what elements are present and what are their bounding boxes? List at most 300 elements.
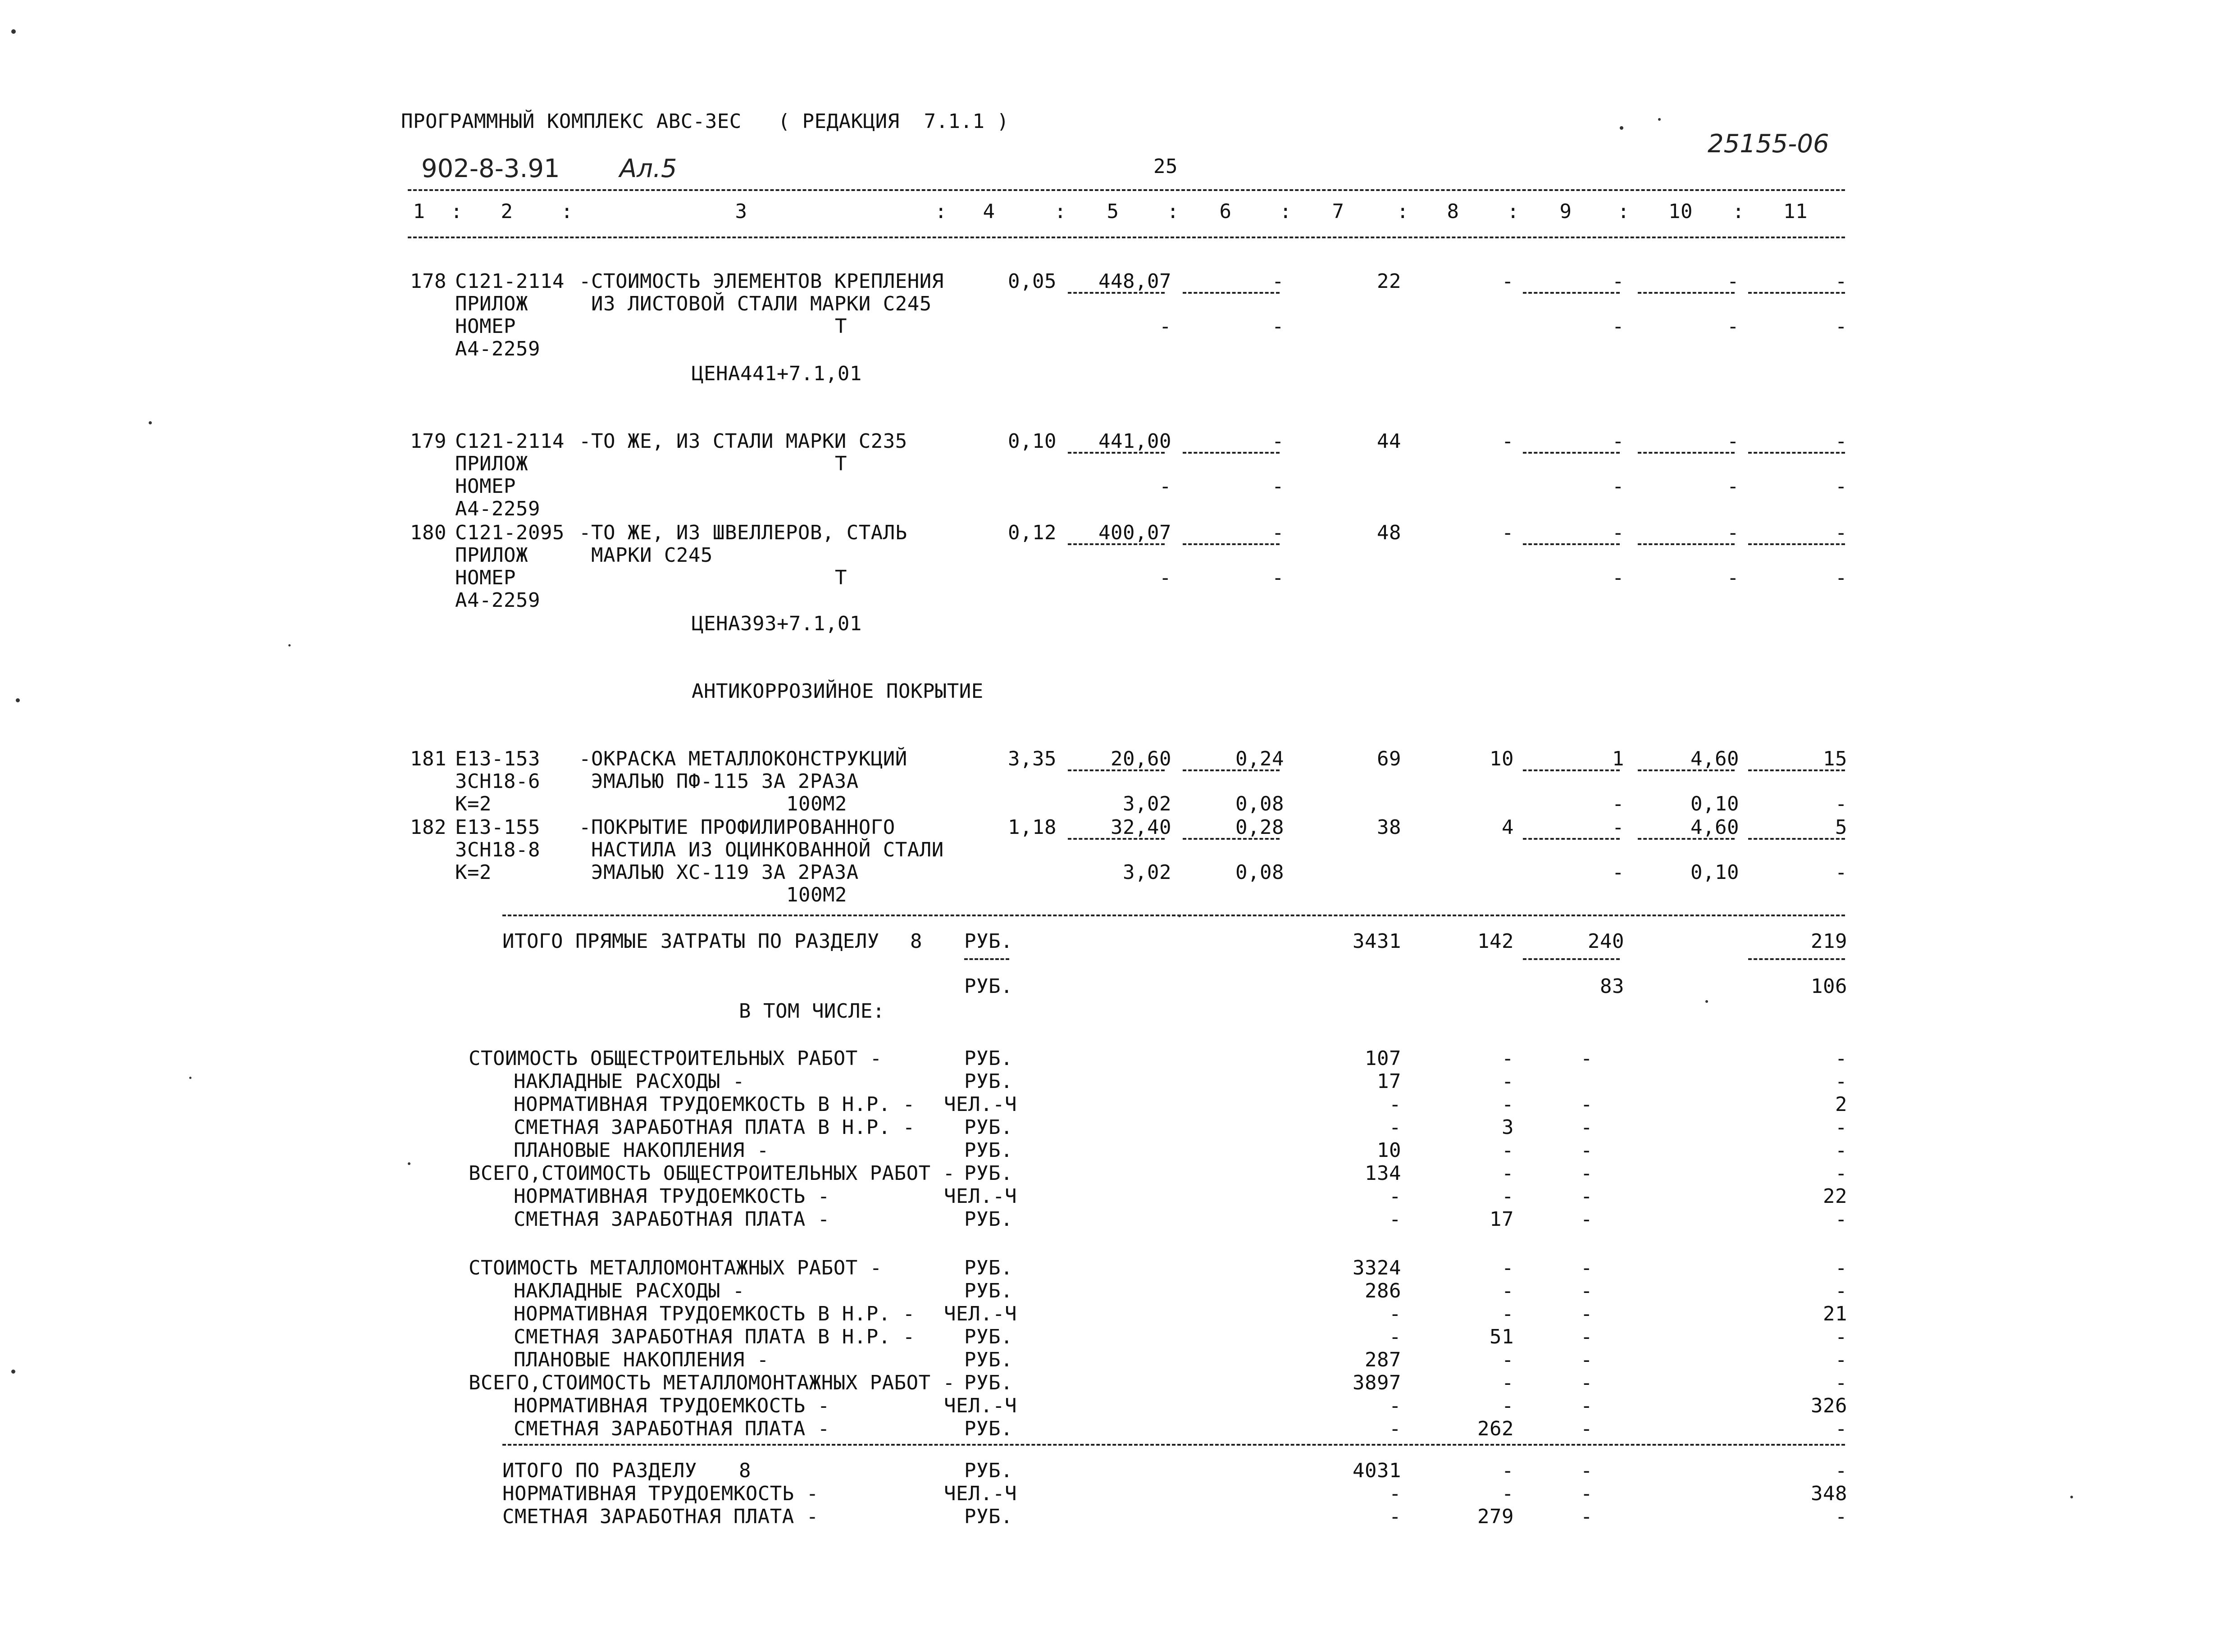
item-unit: Т: [835, 452, 847, 475]
item-sub-rule: [1523, 838, 1620, 840]
item-c6-sub: -: [1272, 315, 1284, 338]
item-c9-sub: -: [1612, 861, 1624, 884]
item-sub-rule: [1068, 769, 1165, 771]
item-code: НОМЕР: [455, 475, 516, 498]
item-c7: 44: [1377, 430, 1401, 453]
item-c9: 1: [1612, 747, 1624, 770]
header-rule-top: [408, 189, 1845, 191]
item-c5: 441,00: [1098, 430, 1171, 453]
direct-total-c9: 240: [1588, 930, 1624, 953]
item-c6-sub: 0,08: [1235, 792, 1284, 815]
page-number: 25: [1153, 155, 1178, 178]
breakdown-c11: -: [1835, 1417, 1847, 1440]
breakdown-c11: 22: [1823, 1185, 1847, 1208]
item-sub-rule: [1068, 838, 1165, 840]
breakdown-c11: -: [1835, 1162, 1847, 1185]
direct-total-c9-sub: 83: [1600, 975, 1624, 998]
item-c5: 400,07: [1098, 521, 1171, 544]
breakdown-c7: 17: [1377, 1070, 1401, 1093]
item-c9-sub: -: [1612, 315, 1624, 338]
item-c7: 22: [1377, 270, 1401, 293]
breakdown-unit: РУБ.: [964, 1256, 1013, 1279]
item-code: А4-2259: [455, 497, 540, 520]
final-total-c11: -: [1835, 1459, 1847, 1482]
final-total-c7: 4031: [1353, 1459, 1401, 1482]
item-c7: 48: [1377, 521, 1401, 544]
final-total-c9: -: [1581, 1459, 1593, 1482]
breakdown-c9: -: [1581, 1394, 1593, 1417]
item-code: К=2: [455, 792, 492, 815]
breakdown-unit: РУБ.: [964, 1047, 1013, 1070]
item-quantity: 0,12: [1008, 521, 1057, 544]
breakdown-c7: 287: [1365, 1348, 1401, 1371]
final-total-unit: РУБ.: [964, 1459, 1013, 1482]
breakdown-unit: ЧЕЛ.-Ч: [944, 1302, 1017, 1325]
final-total-c11: -: [1835, 1505, 1847, 1528]
item-sub-rule: [1523, 543, 1620, 545]
item-c11: -: [1835, 521, 1847, 544]
item-code: А4-2259: [455, 337, 540, 360]
final-total-c8: -: [1502, 1482, 1514, 1505]
item-c6-sub: -: [1272, 566, 1284, 589]
breakdown-label: СМЕТНАЯ ЗАРАБОТНАЯ ПЛАТА В Н.Р. -: [514, 1116, 915, 1139]
item-sub-rule: [1748, 838, 1845, 840]
breakdown-c11: -: [1835, 1047, 1847, 1070]
breakdown-unit: РУБ.: [964, 1162, 1013, 1185]
column-separator: :: [561, 200, 573, 223]
item-sub-rule: [1183, 838, 1280, 840]
program-title: ПРОГРАММНЫЙ КОМПЛЕКС АВС-3ЕС ( РЕДАКЦИЯ 7.1.1 ): [401, 110, 1009, 133]
breakdown-c8: 3: [1502, 1116, 1514, 1139]
breakdown-c7: 10: [1377, 1139, 1401, 1162]
breakdown-label: ВСЕГО,СТОИМОСТЬ ОБЩЕСТРОИТЕЛЬНЫХ РАБОТ -: [469, 1162, 955, 1185]
item-description: -ПОКРЫТИЕ ПРОФИЛИРОВАННОГО: [579, 816, 895, 839]
breakdown-c8: -: [1502, 1162, 1514, 1185]
breakdown-c8: -: [1502, 1394, 1514, 1417]
item-sub-rule: [1068, 292, 1165, 294]
item-code: С121-2114: [455, 270, 565, 293]
item-code: ПРИЛОЖ: [455, 544, 528, 567]
stamp-number: 25155-06: [1708, 129, 1829, 159]
item-c7: 69: [1377, 747, 1401, 770]
item-quantity: 1,18: [1008, 816, 1057, 839]
item-code: Е13-155: [455, 816, 540, 839]
item-quantity: 0,10: [1008, 430, 1057, 453]
scan-speck: [288, 644, 291, 646]
item-c9-sub: -: [1612, 475, 1624, 498]
breakdown-c11: -: [1835, 1139, 1847, 1162]
item-c6-sub: -: [1272, 475, 1284, 498]
item-c11: -: [1835, 430, 1847, 453]
item-c10: 4,60: [1690, 747, 1739, 770]
breakdown-c11: 21: [1823, 1302, 1847, 1325]
final-total-c11: 348: [1811, 1482, 1847, 1505]
item-code: НОМЕР: [455, 315, 516, 338]
item-code: А4-2259: [455, 589, 540, 612]
item-c5-sub: -: [1159, 475, 1171, 498]
item-c11: -: [1835, 270, 1847, 293]
breakdown-c9: -: [1581, 1302, 1593, 1325]
breakdown-c11: -: [1835, 1116, 1847, 1139]
breakdown-c7: -: [1389, 1185, 1401, 1208]
item-sub-rule: [1638, 292, 1735, 294]
album-number: Ал.5: [620, 154, 677, 183]
item-sub-rule: [1638, 838, 1735, 840]
scan-speck: [189, 1077, 191, 1079]
item-unit: 100М2: [786, 792, 847, 815]
item-c10-sub: -: [1727, 566, 1739, 589]
direct-total-sub-rule: [1748, 958, 1845, 960]
breakdown-c11: -: [1835, 1371, 1847, 1394]
breakdown-c11: -: [1835, 1325, 1847, 1348]
breakdown-c8: -: [1502, 1279, 1514, 1302]
item-c5: 448,07: [1098, 270, 1171, 293]
breakdown-c7: -: [1389, 1325, 1401, 1348]
final-total-unit: РУБ.: [964, 1505, 1013, 1528]
breakdown-c7: 286: [1365, 1279, 1401, 1302]
item-c10-sub: -: [1727, 315, 1739, 338]
column-separator: :: [1507, 200, 1519, 223]
item-c7: 38: [1377, 816, 1401, 839]
breakdown-c9: -: [1581, 1047, 1593, 1070]
breakdown-c11: 2: [1835, 1093, 1847, 1116]
column-number: 11: [1783, 200, 1808, 223]
column-separator: :: [1617, 200, 1630, 223]
breakdown-c9: -: [1581, 1371, 1593, 1394]
breakdown-c7: -: [1389, 1417, 1401, 1440]
item-c11: 5: [1835, 816, 1847, 839]
item-quantity: 0,05: [1008, 270, 1057, 293]
breakdown-c7: -: [1389, 1093, 1401, 1116]
breakdown-c11: -: [1835, 1070, 1847, 1093]
item-c6: -: [1272, 430, 1284, 453]
scan-speck: [2070, 1496, 2073, 1498]
direct-total-unit: РУБ.: [964, 930, 1013, 953]
breakdown-c9: -: [1581, 1208, 1593, 1231]
item-c8: -: [1502, 430, 1514, 453]
column-separator: :: [1732, 200, 1745, 223]
final-total-unit: ЧЕЛ.-Ч: [944, 1482, 1017, 1505]
breakdown-label: НОРМАТИВНАЯ ТРУДОЕМКОСТЬ -: [514, 1185, 830, 1208]
final-total-c8: 279: [1477, 1505, 1514, 1528]
item-c10-sub: 0,10: [1690, 792, 1739, 815]
breakdown-c8: -: [1502, 1348, 1514, 1371]
totals-rule: [502, 915, 1845, 916]
item-number: 179: [410, 430, 446, 453]
item-sub-rule: [1068, 452, 1165, 454]
item-c8: -: [1502, 521, 1514, 544]
item-sub-rule: [1523, 292, 1620, 294]
item-description: НАСТИЛА ИЗ ОЦИНКОВАННОЙ СТАЛИ: [579, 838, 944, 861]
breakdown-c7: -: [1389, 1302, 1401, 1325]
item-c5-sub: 3,02: [1123, 861, 1171, 884]
column-number: 1: [413, 200, 425, 223]
item-sub-rule: [1638, 543, 1735, 545]
breakdown-c7: -: [1389, 1208, 1401, 1231]
breakdown-label: НОРМАТИВНАЯ ТРУДОЕМКОСТЬ -: [514, 1394, 830, 1417]
breakdown-label: СМЕТНАЯ ЗАРАБОТНАЯ ПЛАТА В Н.Р. -: [514, 1325, 915, 1348]
item-description: ЭМАЛЬЮ ПФ-115 ЗА 2РАЗА: [579, 770, 859, 793]
direct-total-c11-sub: 106: [1811, 975, 1847, 998]
direct-total-unit: РУБ.: [964, 975, 1013, 998]
item-description: -СТОИМОСТЬ ЭЛЕМЕНТОВ КРЕПЛЕНИЯ: [579, 270, 944, 293]
breakdown-c9: -: [1581, 1139, 1593, 1162]
breakdown-c11: -: [1835, 1208, 1847, 1231]
breakdown-unit: РУБ.: [964, 1325, 1013, 1348]
breakdown-label: СТОИМОСТЬ МЕТАЛЛОМОНТАЖНЫХ РАБОТ -: [469, 1256, 882, 1279]
breakdown-c7: 3897: [1353, 1371, 1401, 1394]
scan-speck: [408, 1162, 410, 1165]
price-note: ЦЕНА441+7.1,01: [692, 362, 862, 385]
price-note: ЦЕНА393+7.1,01: [692, 612, 862, 635]
final-total-c7: -: [1389, 1482, 1401, 1505]
item-c9: -: [1612, 430, 1624, 453]
breakdown-unit: РУБ.: [964, 1139, 1013, 1162]
item-c9-sub: -: [1612, 792, 1624, 815]
column-separator: :: [451, 200, 463, 223]
direct-total-section: 8: [910, 930, 922, 953]
breakdown-label: ВСЕГО,СТОИМОСТЬ МЕТАЛЛОМОНТАЖНЫХ РАБОТ -: [469, 1371, 955, 1394]
item-sub-rule: [1523, 452, 1620, 454]
breakdown-c7: -: [1389, 1394, 1401, 1417]
item-c6-sub: 0,08: [1235, 861, 1284, 884]
breakdown-c7: 134: [1365, 1162, 1401, 1185]
column-number: 9: [1559, 200, 1572, 223]
item-c8: 10: [1490, 747, 1514, 770]
item-description: -ТО ЖЕ, ИЗ ШВЕЛЛЕРОВ, СТАЛЬ: [579, 521, 907, 544]
item-sub-rule: [1183, 769, 1280, 771]
scan-speck: [1705, 1000, 1708, 1003]
breakdown-c11: -: [1835, 1279, 1847, 1302]
item-c11-sub: -: [1835, 566, 1847, 589]
breakdown-label: НАКЛАДНЫЕ РАСХОДЫ -: [514, 1070, 745, 1093]
scan-speck: [11, 1370, 15, 1374]
item-description: МАРКИ С245: [579, 544, 713, 567]
column-separator: :: [1167, 200, 1179, 223]
column-number: 4: [983, 200, 995, 223]
breakdown-c8: -: [1502, 1371, 1514, 1394]
breakdown-c9: -: [1581, 1185, 1593, 1208]
column-number: 2: [501, 200, 513, 223]
item-c6: -: [1272, 521, 1284, 544]
item-c11-sub: -: [1835, 475, 1847, 498]
final-total-section: 8: [739, 1459, 751, 1482]
breakdown-c11: -: [1835, 1256, 1847, 1279]
direct-total-c8: 142: [1477, 930, 1514, 953]
column-number: 8: [1447, 200, 1459, 223]
breakdown-c7: 107: [1365, 1047, 1401, 1070]
final-total-label: НОРМАТИВНАЯ ТРУДОЕМКОСТЬ -: [502, 1482, 819, 1505]
item-sub-rule: [1183, 452, 1280, 454]
item-sub-rule: [1748, 452, 1845, 454]
item-code: НОМЕР: [455, 566, 516, 589]
scan-speck: [16, 698, 20, 702]
item-number: 181: [410, 747, 446, 770]
item-number: 182: [410, 816, 446, 839]
breakdown-unit: РУБ.: [964, 1070, 1013, 1093]
item-c9-sub: -: [1612, 566, 1624, 589]
item-c6: 0,28: [1235, 816, 1284, 839]
item-sub-rule: [1523, 769, 1620, 771]
breakdown-label: ПЛАНОВЫЕ НАКОПЛЕНИЯ -: [514, 1139, 769, 1162]
direct-total-c11: 219: [1811, 930, 1847, 953]
item-c10-sub: 0,10: [1690, 861, 1739, 884]
final-rule: [502, 1444, 1845, 1446]
final-total-label: СМЕТНАЯ ЗАРАБОТНАЯ ПЛАТА -: [502, 1505, 819, 1528]
breakdown-c9: -: [1581, 1325, 1593, 1348]
item-c10: 4,60: [1690, 816, 1739, 839]
breakdown-c8: 17: [1490, 1208, 1514, 1231]
header-rule-bottom: [408, 237, 1845, 238]
direct-total-label: ИТОГО ПРЯМЫЕ ЗАТРАТЫ ПО РАЗДЕЛУ: [502, 930, 879, 953]
item-code: ЗСН18-8: [455, 838, 540, 861]
breakdown-c8: -: [1502, 1302, 1514, 1325]
document-code: 902-8-3.91: [421, 154, 560, 183]
breakdown-unit: РУБ.: [964, 1348, 1013, 1371]
breakdown-label: ПЛАНОВЫЕ НАКОПЛЕНИЯ -: [514, 1348, 769, 1371]
column-separator: :: [1280, 200, 1292, 223]
item-description: -ТО ЖЕ, ИЗ СТАЛИ МАРКИ С235: [579, 430, 907, 453]
breakdown-unit: РУБ.: [964, 1116, 1013, 1139]
item-c9: -: [1612, 521, 1624, 544]
item-c5: 20,60: [1111, 747, 1171, 770]
item-unit: Т: [835, 315, 847, 338]
breakdown-c8: -: [1502, 1093, 1514, 1116]
column-separator: :: [1397, 200, 1409, 223]
item-number: 178: [410, 270, 446, 293]
breakdown-c9: -: [1581, 1256, 1593, 1279]
item-c8: 4: [1502, 816, 1514, 839]
direct-total-sub-rule: [1523, 958, 1620, 960]
item-code: ПРИЛОЖ: [455, 452, 528, 475]
item-sub-rule: [1068, 543, 1165, 545]
item-sub-rule: [1748, 769, 1845, 771]
item-code: К=2: [455, 861, 492, 884]
item-c5-sub: -: [1159, 315, 1171, 338]
item-c11-sub: -: [1835, 315, 1847, 338]
breakdown-unit: ЧЕЛ.-Ч: [944, 1093, 1017, 1116]
breakdown-unit: ЧЕЛ.-Ч: [944, 1394, 1017, 1417]
breakdown-c11: -: [1835, 1348, 1847, 1371]
breakdown-c8: -: [1502, 1047, 1514, 1070]
item-description: ИЗ ЛИСТОВОЙ СТАЛИ МАРКИ С245: [579, 292, 932, 315]
scan-speck: [11, 29, 16, 34]
breakdown-c9: -: [1581, 1116, 1593, 1139]
breakdown-unit: РУБ.: [964, 1279, 1013, 1302]
item-c10: -: [1727, 430, 1739, 453]
item-c11: 15: [1823, 747, 1847, 770]
scan-speck: [1178, 915, 1181, 917]
breakdown-label: СМЕТНАЯ ЗАРАБОТНАЯ ПЛАТА -: [514, 1417, 830, 1440]
item-c6: 0,24: [1235, 747, 1284, 770]
column-number: 5: [1107, 200, 1119, 223]
final-total-c8: -: [1502, 1459, 1514, 1482]
breakdown-unit: РУБ.: [964, 1371, 1013, 1394]
scan-speck: [1620, 126, 1623, 130]
final-total-c9: -: [1581, 1482, 1593, 1505]
item-c5: 32,40: [1111, 816, 1171, 839]
item-code: С121-2095: [455, 521, 565, 544]
item-sub-rule: [1638, 452, 1735, 454]
item-unit: Т: [835, 566, 847, 589]
item-c10-sub: -: [1727, 475, 1739, 498]
breakdown-c9: -: [1581, 1162, 1593, 1185]
breakdown-c9: -: [1581, 1279, 1593, 1302]
breakdown-label: СТОИМОСТЬ ОБЩЕСТРОИТЕЛЬНЫХ РАБОТ -: [469, 1047, 882, 1070]
item-c9: -: [1612, 270, 1624, 293]
breakdown-label: НОРМАТИВНАЯ ТРУДОЕМКОСТЬ В Н.Р. -: [514, 1302, 915, 1325]
item-description: ЭМАЛЬЮ ХС-119 ЗА 2РАЗА: [579, 861, 859, 884]
item-c6: -: [1272, 270, 1284, 293]
item-unit: 100М2: [786, 883, 847, 906]
item-sub-rule: [1748, 292, 1845, 294]
breakdown-label: НАКЛАДНЫЕ РАСХОДЫ -: [514, 1279, 745, 1302]
item-code: Е13-153: [455, 747, 540, 770]
item-c11-sub: -: [1835, 861, 1847, 884]
breakdown-c8: 51: [1490, 1325, 1514, 1348]
breakdown-c11: 326: [1811, 1394, 1847, 1417]
breakdown-unit: ЧЕЛ.-Ч: [944, 1185, 1017, 1208]
direct-total-c7: 3431: [1353, 930, 1401, 953]
breakdown-c8: -: [1502, 1139, 1514, 1162]
item-c5-sub: 3,02: [1123, 792, 1171, 815]
item-code: ПРИЛОЖ: [455, 292, 528, 315]
scan-speck: [149, 421, 152, 424]
breakdown-c7: -: [1389, 1116, 1401, 1139]
item-quantity: 3,35: [1008, 747, 1057, 770]
breakdown-unit: РУБ.: [964, 1417, 1013, 1440]
breakdown-c9: -: [1581, 1348, 1593, 1371]
item-number: 180: [410, 521, 446, 544]
item-c10: -: [1727, 521, 1739, 544]
section-title: АНТИКОРРОЗИЙНОЕ ПОКРЫТИЕ: [692, 680, 984, 703]
column-number: 10: [1668, 200, 1693, 223]
item-sub-rule: [1183, 543, 1280, 545]
direct-total-sub-rule: [964, 958, 1009, 960]
scan-speck: [1658, 118, 1661, 121]
final-total-c7: -: [1389, 1505, 1401, 1528]
item-c10: -: [1727, 270, 1739, 293]
column-separator: :: [1054, 200, 1066, 223]
item-c9: -: [1612, 816, 1624, 839]
breakdown-c8: 262: [1477, 1417, 1514, 1440]
breakdown-c7: 3324: [1353, 1256, 1401, 1279]
column-separator: :: [935, 200, 947, 223]
including-label: В ТОМ ЧИСЛЕ:: [739, 1000, 885, 1023]
column-number: 6: [1219, 200, 1232, 223]
breakdown-c8: -: [1502, 1070, 1514, 1093]
breakdown-c8: -: [1502, 1185, 1514, 1208]
breakdown-label: СМЕТНАЯ ЗАРАБОТНАЯ ПЛАТА -: [514, 1208, 830, 1231]
item-sub-rule: [1183, 292, 1280, 294]
column-number: 7: [1332, 200, 1344, 223]
item-description: -ОКРАСКА МЕТАЛЛОКОНСТРУКЦИЙ: [579, 747, 907, 770]
item-code: С121-2114: [455, 430, 565, 453]
item-sub-rule: [1638, 769, 1735, 771]
item-c8: -: [1502, 270, 1514, 293]
breakdown-unit: РУБ.: [964, 1208, 1013, 1231]
breakdown-label: НОРМАТИВНАЯ ТРУДОЕМКОСТЬ В Н.Р. -: [514, 1093, 915, 1116]
item-sub-rule: [1748, 543, 1845, 545]
column-number: 3: [735, 200, 747, 223]
final-total-c9: -: [1581, 1505, 1593, 1528]
breakdown-c9: -: [1581, 1417, 1593, 1440]
breakdown-c9: -: [1581, 1093, 1593, 1116]
final-total-label: ИТОГО ПО РАЗДЕЛУ: [502, 1459, 697, 1482]
item-c11-sub: -: [1835, 792, 1847, 815]
breakdown-c8: -: [1502, 1256, 1514, 1279]
item-code: ЗСН18-6: [455, 770, 540, 793]
